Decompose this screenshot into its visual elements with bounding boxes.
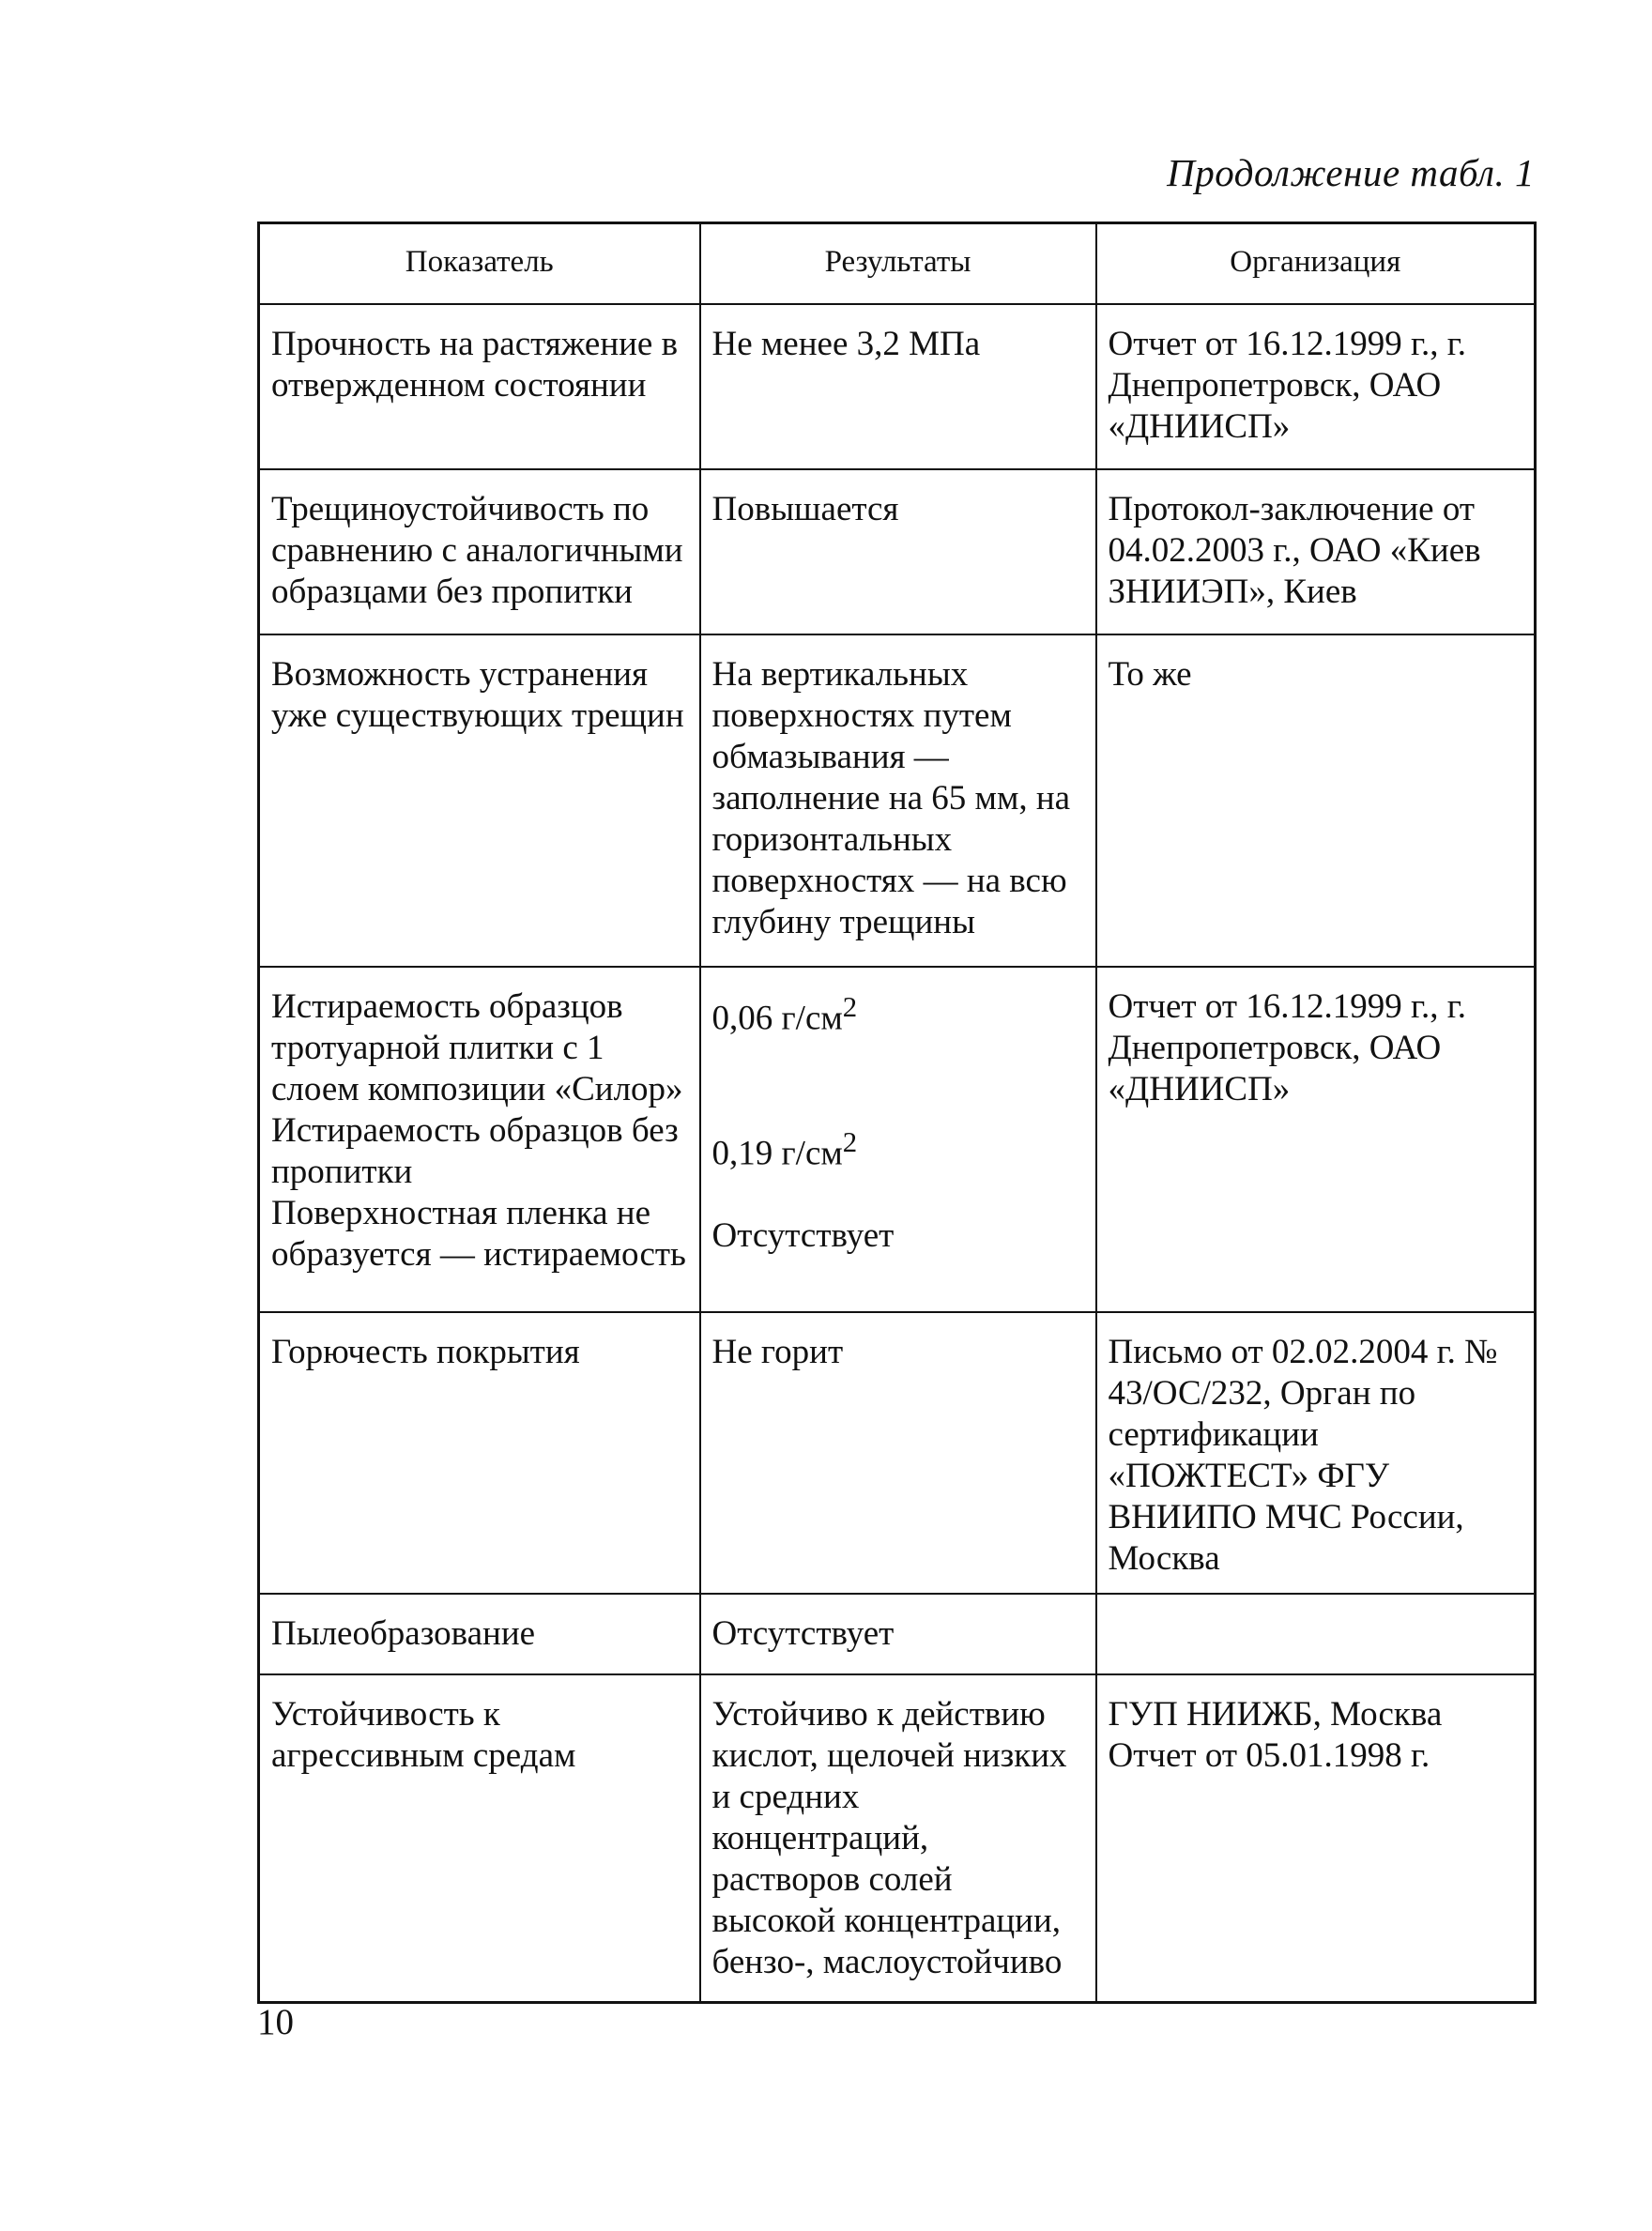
result-cell: Устойчиво к действию кислот, щелочей низких и средних концентраций, растворов солей высокой концентрации, бензо-, маслоустойчиво	[700, 1674, 1096, 2003]
organization-subitem: ГУП НИИЖБ, Москва	[1108, 1694, 1443, 1734]
indicator-cell: Пылеобразование	[259, 1594, 700, 1674]
organization-cell	[1096, 1594, 1536, 1674]
indicator-cell: Возможность устранения уже существующих трещин	[259, 634, 700, 967]
indicator-subitem: Истираемость образцов без пропитки	[271, 1110, 679, 1191]
result-subitem: 0,19 $г/см^2$	[711, 1125, 858, 1173]
table-row	[259, 1594, 1536, 1674]
organization-cell: Отчет от 16.12.1999 г., г. Днепропетровск, ОАО «ДНИИСП»	[1096, 304, 1536, 469]
table-row	[259, 1674, 1536, 2003]
table-header	[259, 223, 1536, 304]
column-header-organization: Организация	[1096, 223, 1536, 304]
results-table	[257, 222, 1537, 2004]
organization-subitem: Отчет от 05.01.1998 г.	[1108, 1735, 1430, 1775]
superscript: 2	[842, 990, 858, 1023]
table-row	[259, 304, 1536, 469]
organization-cell: Протокол-заключение от 04.02.2003 г., ОАО «Киев ЗНИИЭП», Киев	[1096, 469, 1536, 634]
organization-cell: Отчет от 16.12.1999 г., г. Днепропетровск, ОАО «ДНИИСП»	[1096, 967, 1536, 1312]
indicator-subitem: Истираемость образцов тротуарной плитки с 1 слоем композиции «Силор»	[271, 986, 683, 1108]
indicator-subitem: Поверхностная пленка не образуется — истираемость	[271, 1193, 686, 1274]
indicator-cell	[259, 967, 700, 1312]
indicator-cell: Устойчивость к агрессивным средам	[259, 1674, 700, 2003]
table-row	[259, 967, 1536, 1312]
result-cell: Отсутствует	[700, 1594, 1096, 1674]
column-header-indicator: Показатель	[259, 223, 700, 304]
result-cell: На вертикальных поверхностях путем обмазывания — заполнение на 65 мм, на горизонтальных поверхностях — на всю глубину трещины	[700, 634, 1096, 967]
organization-cell: То же	[1096, 634, 1536, 967]
organization-cell: Письмо от 02.02.2004 г. № 43/ОС/232, Орган по сертификации «ПОЖТЕСТ» ФГУ ВНИИПО МЧС России, Москва	[1096, 1312, 1536, 1594]
result-cell: Не горит	[700, 1312, 1096, 1594]
indicator-cell: Трещиноустойчивость по сравнению с аналогичными образцами без пропитки	[259, 469, 700, 634]
page-number: 10	[257, 2002, 294, 2042]
table-row	[259, 469, 1536, 634]
result-subitem: Отсутствует	[711, 1216, 895, 1256]
result-cell: Повышается	[700, 469, 1096, 634]
table-caption: Продолжение табл. 1	[1167, 151, 1535, 194]
indicator-cell: Горючесть покрытия	[259, 1312, 700, 1594]
result-subitem: 0,06 $г/см^2$	[711, 990, 858, 1037]
result-cell	[700, 967, 1096, 1312]
indicator-cell: Прочность на растяжение в отвержденном состоянии	[259, 304, 700, 469]
table-row	[259, 634, 1536, 967]
organization-cell	[1096, 1674, 1536, 2003]
column-header-results: Результаты	[700, 223, 1096, 304]
table-row	[259, 1312, 1536, 1594]
result-cell: Не менее 3,2 МПа	[700, 304, 1096, 469]
superscript: 2	[842, 1125, 858, 1158]
